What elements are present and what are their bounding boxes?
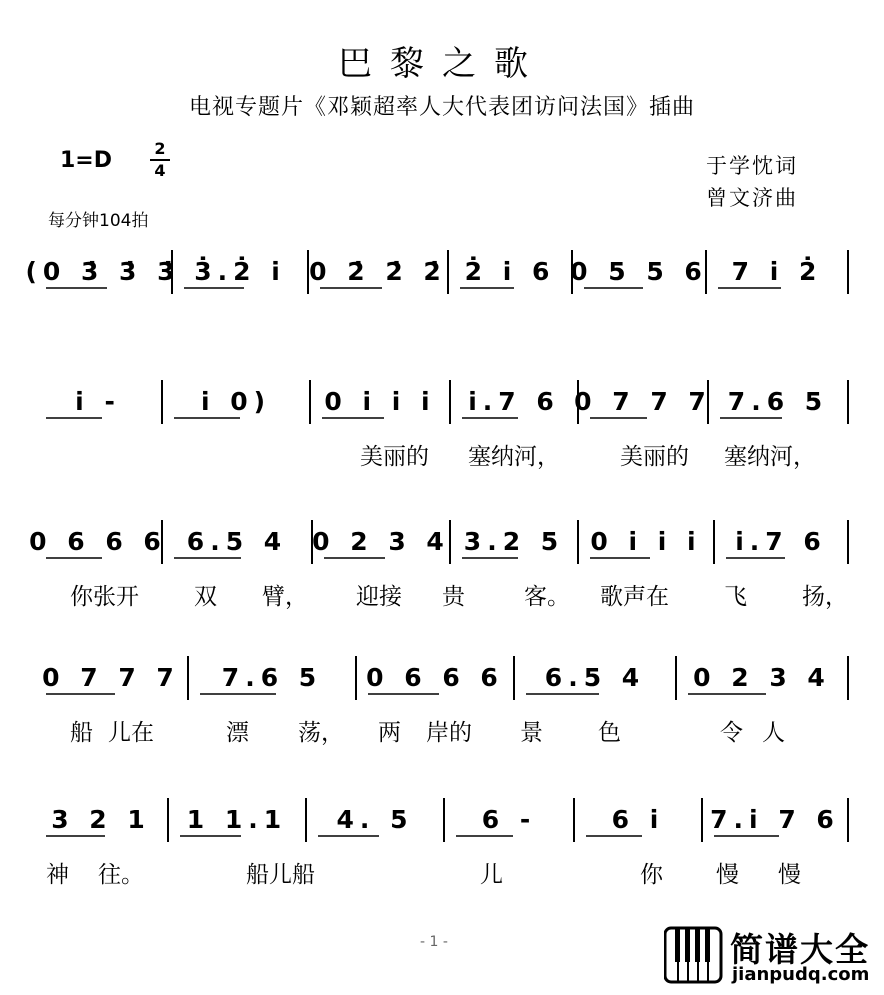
measure-notes: 7.6 5	[727, 387, 829, 416]
lyric-word: 儿	[480, 862, 503, 888]
measure-notes: 0 2 3 4	[312, 527, 450, 556]
measure-notes: 0 6 6 6	[29, 527, 167, 556]
lyric-word: 塞纳河，	[468, 444, 560, 470]
measure-notes: 0 7 7 7	[42, 663, 180, 692]
measure-notes: 6 i̇	[611, 805, 665, 834]
lyric-word: 客。	[524, 584, 570, 610]
lyric-word: 景	[520, 720, 543, 746]
lyric-word: 飞	[724, 584, 747, 610]
measure-notes: 7.i̇ 7 6	[710, 805, 840, 834]
song-title: 巴黎之歌	[338, 44, 546, 84]
measure-notes: 0 i̇ i̇ i̇	[324, 387, 436, 416]
measure-notes: 0 5 5 6	[570, 257, 708, 286]
measure-notes: 1 1.1	[186, 805, 288, 834]
measure-notes: 2̇ i̇ 6	[464, 257, 556, 286]
lyric-word: 塞纳河，	[724, 444, 816, 470]
key-signature: 1=D	[60, 148, 113, 173]
tempo-marking: 每分钟104拍	[48, 211, 149, 231]
time-signature	[148, 140, 172, 180]
logo-text: 简谱大全	[730, 930, 870, 969]
song-subtitle: 电视专题片《邓颖超率人大代表团访问法国》插曲	[188, 95, 695, 120]
lyric-word: 漂	[226, 720, 249, 746]
lyricist-credit: 于学忱词	[706, 154, 798, 178]
score-row-3	[0, 512, 884, 622]
measure-notes: 6 -	[481, 805, 537, 834]
measure-notes: 0 i̇ i̇ i̇	[590, 527, 702, 556]
lyric-word: 慢	[716, 862, 739, 888]
lyric-word: 双	[194, 584, 217, 610]
lyric-word: 令	[720, 720, 743, 746]
measure-notes: 3̇.2̇ i̇	[194, 257, 286, 286]
measure-notes: 7.6 5	[221, 663, 323, 692]
measure-notes: 3.2 5	[463, 527, 565, 556]
lyric-word: 神	[46, 862, 69, 888]
lyric-word: 儿在	[108, 720, 154, 746]
lyric-word: 你	[640, 862, 663, 888]
composer-credit: 曾文济曲	[706, 186, 798, 210]
lyric-word: 臂，	[262, 584, 308, 610]
measure-notes: 3 2 1	[51, 805, 151, 834]
measure-notes: i̇ 0)	[200, 387, 272, 416]
lyric-word: 美丽的	[360, 444, 429, 470]
lyric-word: 船儿船	[246, 862, 315, 888]
measure-notes: 0 2̇ 2̇ 2̇	[309, 257, 447, 286]
measure-notes: 6.5 4	[544, 663, 646, 692]
measure-notes: i̇.7 6	[735, 527, 827, 556]
logo-url: jianpudq.com	[732, 964, 870, 985]
lyric-word: 你张开	[70, 584, 139, 610]
score-row-4	[0, 648, 884, 758]
lyric-word: 往。	[98, 862, 144, 888]
lyric-word: 岸的	[426, 720, 472, 746]
lyric-word: 扬，	[802, 584, 848, 610]
measure-notes: i̇ -	[75, 387, 121, 416]
lyric-word: 两	[378, 720, 401, 746]
lyric-word: 迎接	[356, 584, 402, 610]
measure-notes: i̇.7 6	[468, 387, 560, 416]
lyric-word: 人	[762, 720, 785, 746]
measure-notes: 0 7 7 7	[574, 387, 712, 416]
measure-notes: 0 2 3 4	[693, 663, 831, 692]
lyric-word: 色	[598, 720, 621, 746]
score-row-5	[0, 790, 884, 900]
measure-notes: 4. 5	[336, 805, 414, 834]
lyric-word: 歌声在	[600, 584, 669, 610]
time-signature-bottom: 4	[154, 161, 166, 180]
lyric-word: 荡，	[298, 720, 344, 746]
measure-notes: 6.5 4	[186, 527, 288, 556]
lyric-word: 美丽的	[620, 444, 689, 470]
score-row-2	[0, 372, 884, 482]
measure-notes: 7 i̇ 2̇	[731, 257, 823, 286]
lyric-word: 贵	[442, 584, 465, 610]
site-logo	[664, 924, 878, 988]
lyric-word: 船	[70, 720, 93, 746]
lyric-word: 慢	[778, 862, 801, 888]
piano-keys-icon	[664, 924, 724, 984]
measure-notes: 0 6 6 6	[366, 663, 504, 692]
time-signature-top: 2	[154, 139, 166, 158]
score-row-1	[0, 242, 884, 352]
measure-notes: (0 3̇ 3̇ 3̇	[25, 257, 181, 286]
page-number: - 1 -	[420, 934, 448, 950]
